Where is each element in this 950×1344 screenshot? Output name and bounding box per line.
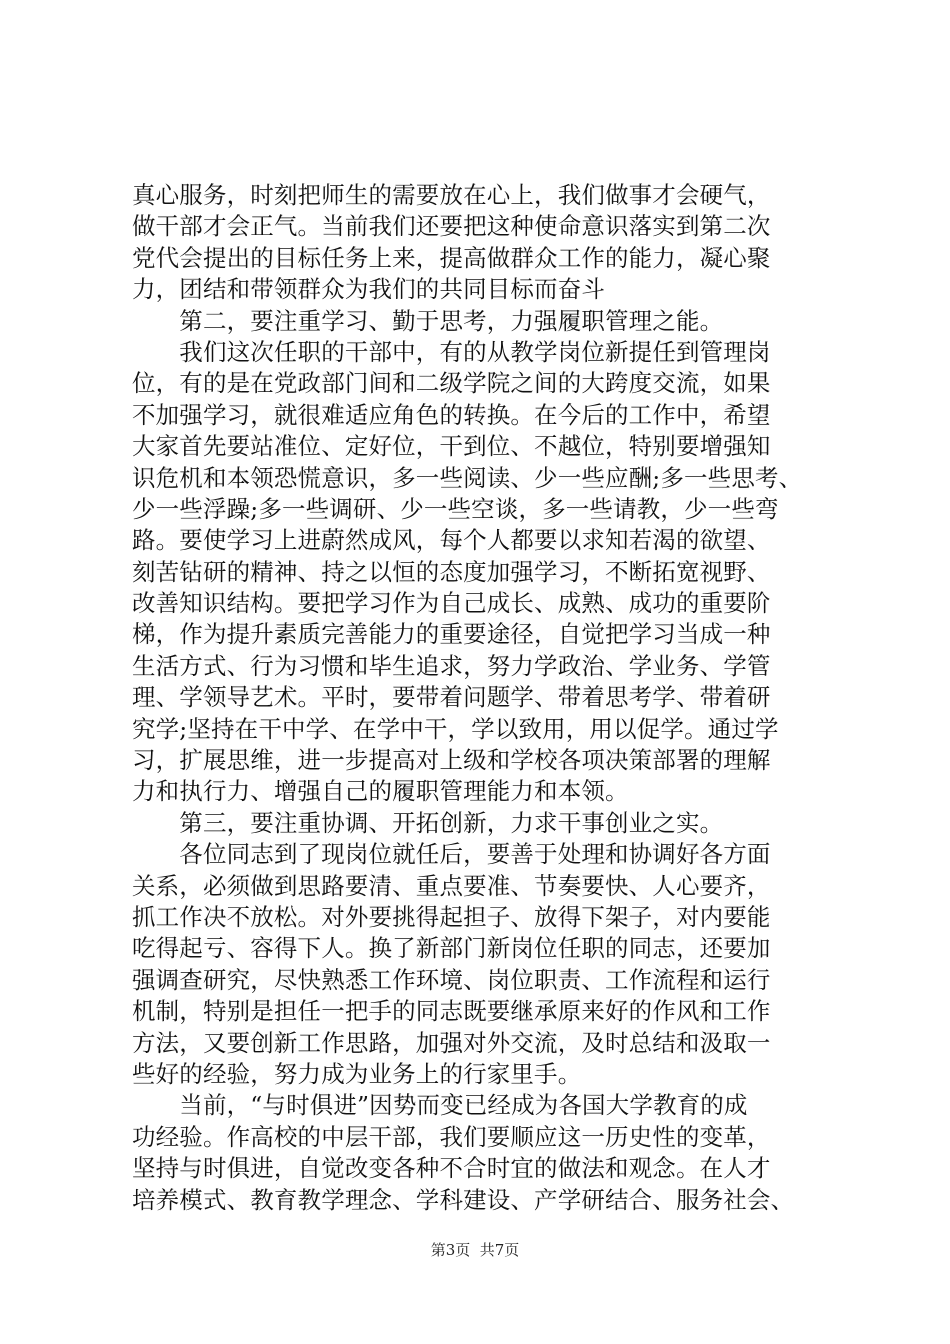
text-line: 不加强学习，就很难适应角色的转换。在今后的工作中，希望 bbox=[132, 400, 771, 429]
text-line: 吃得起亏、容得下人。换了新部门新岗位任职的同志，还要加 bbox=[132, 934, 771, 963]
text-line: 改善知识结构。要把学习作为自己成长、成熟、成功的重要阶 bbox=[132, 589, 771, 618]
text-line: 我们这次任职的干部中，有的从教学岗位新提任到管理岗 bbox=[132, 337, 771, 366]
text-line: 识危机和本领恐慌意识，多一些阅读、少一些应酬;多一些思考、 bbox=[132, 463, 803, 492]
text-line: 理、学领导艺术。平时，要带着问题学、带着思考学、带着研 bbox=[132, 683, 771, 712]
text-line: 路。要使学习上进蔚然成风，每个人都要以求知若渴的欲望、 bbox=[132, 526, 771, 555]
text-line: 究学;坚持在干中学、在学中干，学以致用，用以促学。通过学 bbox=[132, 714, 779, 743]
text-line: 力，团结和带领群众为我们的共同目标而奋斗 bbox=[132, 275, 605, 304]
text-line: 做干部才会正气。当前我们还要把这种使命意识落实到第二次 bbox=[132, 212, 771, 241]
text-line: 真心服务，时刻把师生的需要放在心上，我们做事才会硬气， bbox=[132, 181, 771, 209]
text-line: 机制，特别是担任一把手的同志既要继承原来好的作风和工作 bbox=[132, 997, 771, 1026]
text-line: 培养模式、教育教学理念、学科建设、产学研结合、服务社会、 bbox=[132, 1185, 795, 1214]
text-line: 刻苦钻研的精神、持之以恒的态度加强学习，不断拓宽视野、 bbox=[132, 557, 771, 586]
text-line: 少一些浮躁;多一些调研、少一些空谈，多一些请教，少一些弯 bbox=[132, 494, 779, 523]
section-heading: 第三，要注重协调、开拓创新，力求干事创业之实。 bbox=[132, 808, 724, 837]
text-line: 些好的经验，努力成为业务上的行家里手。 bbox=[132, 1059, 582, 1088]
text-line: 关系，必须做到思路要清、重点要准、节奏要快、人心要齐， bbox=[132, 871, 771, 900]
page-number: 第3页 共7页 bbox=[430, 1241, 520, 1259]
body-text bbox=[132, 180, 832, 1216]
text-line: 当前，“与时俱进”因势而变已经成为各国大学教育的成 bbox=[132, 1091, 748, 1120]
text-line: 功经验。作高校的中层干部，我们要顺应这一历史性的变革， bbox=[132, 1122, 771, 1151]
text-line: 坚持与时俱进，自觉改变各种不合时宜的做法和观念。在人才 bbox=[132, 1154, 771, 1183]
text-line: 力和执行力、增强自己的履职管理能力和本领。 bbox=[132, 777, 629, 806]
page-footer bbox=[0, 1240, 950, 1260]
text-line: 各位同志到了现岗位就任后，要善于处理和协调好各方面 bbox=[132, 840, 771, 869]
text-line: 生活方式、行为习惯和毕生追求，努力学政治、学业务、学管 bbox=[132, 651, 771, 680]
text-line: 习，扩展思维，进一步提高对上级和学校各项决策部署的理解 bbox=[132, 746, 771, 775]
text-line: 梯，作为提升素质完善能力的重要途径，自觉把学习当成一种 bbox=[132, 620, 771, 649]
text-line: 大家首先要站准位、定好位，干到位、不越位，特别要增强知 bbox=[132, 432, 771, 461]
text-line: 位，有的是在党政部门间和二级学院之间的大跨度交流，如果 bbox=[132, 369, 771, 398]
text-line: 方法，又要创新工作思路，加强对外交流，及时总结和汲取一 bbox=[132, 1028, 771, 1057]
section-heading: 第二，要注重学习、勤于思考，力强履职管理之能。 bbox=[132, 306, 724, 335]
text-line: 党代会提出的目标任务上来，提高做群众工作的能力，凝心聚 bbox=[132, 243, 771, 272]
text-line: 抓工作决不放松。对外要挑得起担子、放得下架子，对内要能 bbox=[132, 902, 771, 931]
text-line: 强调查研究，尽快熟悉工作环境、岗位职责、工作流程和运行 bbox=[132, 965, 771, 994]
